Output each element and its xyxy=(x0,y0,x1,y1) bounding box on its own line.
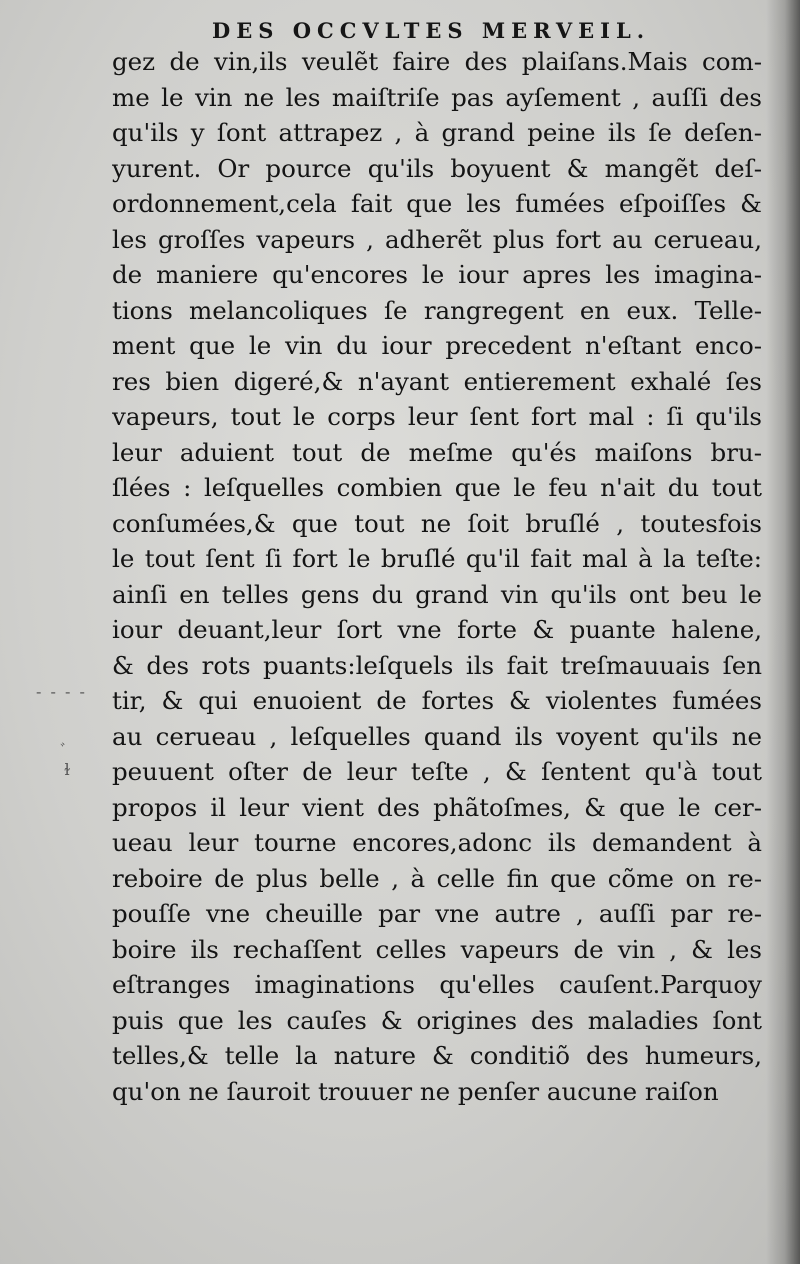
text-line: boire ils rechaſſent celles vapeurs de vin , & les xyxy=(112,934,762,964)
text-line: ſlées : leſquelles combien que le feu n'ait du tout xyxy=(112,473,762,502)
text-line: de maniere qu'encores le iour apres les imagina- xyxy=(112,260,762,289)
text-line: propos il leur vient des phãtoſmes, & que le cer- xyxy=(112,792,762,822)
text-line: iour deuant,leur ſort vne forte & puante halene, xyxy=(112,615,762,644)
text-line: reboire de plus belle , à celle fin que cõme on re- xyxy=(112,863,762,893)
text-line: eſtranges imaginations qu'elles cauſent.Parquoy xyxy=(112,970,762,999)
text-line: telles,& telle la nature & conditiõ des humeurs, xyxy=(112,1041,762,1070)
page-gutter-shadow xyxy=(766,0,800,1264)
text-line: me le vin ne les maiſtriſe pas ayſement , auſſi des xyxy=(112,82,762,112)
text-line: res bien digeré,& n'ayant entierement exhalé ſes xyxy=(112,366,762,396)
text-line: gez de vin,ils veulẽt faire des plaiſans.Mais com- xyxy=(112,47,762,76)
text-line: qu'on ne ſauroit trouuer ne penſer aucune raiſon xyxy=(112,1076,719,1106)
body-text xyxy=(112,44,762,1109)
text-line: ueau leur tourne encores,adonc ils demandent à xyxy=(112,828,762,857)
text-line: le tout ſent ſi fort le bruſlé qu'il fait mal à la teſte: xyxy=(112,544,762,573)
text-line: au cerueau , leſquelles quand ils voyent qu'ils ne xyxy=(112,721,762,751)
text-line: ordonnement,cela fait que les fumées eſpoiſſes & xyxy=(112,189,762,218)
text-line: tir, & qui enuoient de fortes & violentes fumées xyxy=(112,686,762,715)
text-line: qu'ils y ſont attrapez , à grand peine ils ſe deſen- xyxy=(112,118,762,147)
text-line: peuuent oſter de leur teſte , & ſentent qu'à tout xyxy=(112,757,762,786)
text-line: vapeurs, tout le corps leur ſent fort mal : ſi qu'ils xyxy=(112,402,762,431)
margin-ink-mark: ɫ xyxy=(64,760,71,779)
text-line: puis que les cauſes & origines des maladies ſont xyxy=(112,1005,762,1035)
text-line: pouſſe vne cheuille par vne autre , auſſi par re- xyxy=(112,899,762,928)
text-line: yurent. Or pource qu'ils boyuent & mangẽt deſ- xyxy=(112,153,762,183)
margin-ink-mark: ﾞ xyxy=(60,741,69,760)
text-line: les groſſes vapeurs , adherẽt plus fort au cerueau, xyxy=(112,224,762,254)
running-head: DES OCCVLTES MERVEIL. xyxy=(212,18,651,43)
text-line: leur aduient tout de meſme qu'és maiſons bru- xyxy=(112,437,762,467)
margin-dash-mark: - - - - xyxy=(36,682,87,701)
text-line: ainſi en telles gens du grand vin qu'ils ont beu le xyxy=(112,579,762,609)
text-line: tions melancoliques ſe rangregent en eux. Telle- xyxy=(112,295,762,325)
text-line: & des rots puants:leſquels ils fait treſmauuais ſen xyxy=(112,650,762,680)
text-line: conſumées,& que tout ne ſoit bruſlé , toutesfois xyxy=(112,508,762,538)
text-line: ment que le vin du iour precedent n'eſtant enco- xyxy=(112,331,762,360)
